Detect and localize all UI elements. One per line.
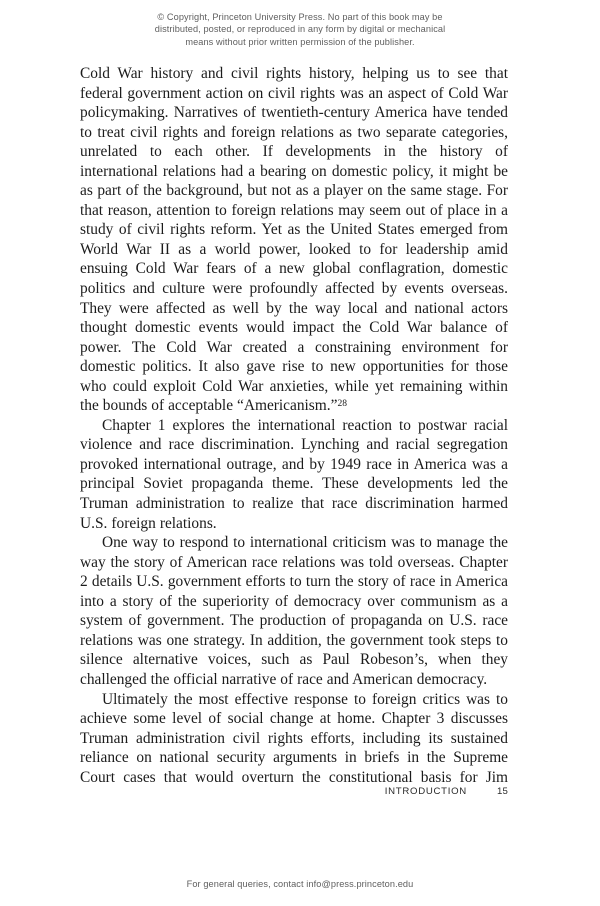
footer-section-label: INTRODUCTION bbox=[384, 786, 467, 797]
paragraph-text: Cold War history and civil rights history, helping us to see that federal government action on civil rights was an aspect of Cold War policymaking. Narratives of twentieth-century America have tended to treat civil rights and foreign relations as two separate categories, unrelated to each other. If developments in the history of international relations had a bearing on domestic policy, it might be as part of the background, but not as a player on the same stage. For that reason, attention to foreign relations may seem out of place in a study of civil rights reform. Yet as the United States emerged from World War II as a world power, looked to for leadership amid ensuing Cold War fears of a new global conflagration, domestic politics and culture were profoundly affected by events overseas. They were affected as well by the way local and national actors thought domestic events would impact the Cold War balance of power. The Cold War created a constraining environment for domestic politics. It also gave rise to new opportunities for those who could exploit Cold War anxieties, while yet remaining within the bounds of acceptable “Americanism.” bbox=[80, 65, 508, 415]
copyright-line-3: means without prior written permission of the publisher. bbox=[185, 36, 415, 47]
copyright-line-2: distributed, posted, or reproduced in any form by digital or mechanical bbox=[154, 24, 446, 35]
paragraph-text: One way to respond to international criticism was to manage the way the story of American race relations was told overseas. Chapter 2 details U.S. government efforts to turn the story of race in America into a story of the superiority of democracy over communism as a system of government. The production of propaganda on U.S. race relations was one strategy. In addition, the government took steps to silence alternative voices, such as Paul Robeson’s, when they challenged the official narrative of race and American democracy. bbox=[80, 534, 508, 688]
paragraph-text: Chapter 1 explores the international reaction to postwar racial violence and race discrimination. Lynching and racial segregation provoked international outrage, and by 1949 race in America was a principal Soviet propaganda theme. These developments led the Truman administration to realize that race discrimination harmed U.S. foreign relations. bbox=[80, 416, 508, 532]
copyright-line-1: © Copyright, Princeton University Press. No part of this book may be bbox=[157, 12, 443, 22]
body-paragraph bbox=[80, 64, 508, 416]
body-paragraph bbox=[80, 690, 508, 788]
copyright-notice bbox=[0, 11, 600, 48]
footer-page-number: 15 bbox=[496, 786, 508, 797]
running-footer bbox=[80, 786, 508, 797]
queries-notice: For general queries, contact info@press.princeton.edu bbox=[186, 879, 414, 889]
paragraph-text: Ultimately the most effective response to foreign critics was to achieve some level of social change at home. Chapter 3 discusses Truman administration civil rights efforts, including its sustained reliance on national security arguments in briefs in the Supreme Court cases that would overturn the constitutional basis for Jim bbox=[80, 690, 508, 786]
body-text-column bbox=[80, 64, 508, 787]
body-paragraph bbox=[80, 416, 508, 533]
body-paragraph bbox=[80, 533, 508, 689]
footnote-marker[interactable]: 28 bbox=[337, 398, 347, 410]
